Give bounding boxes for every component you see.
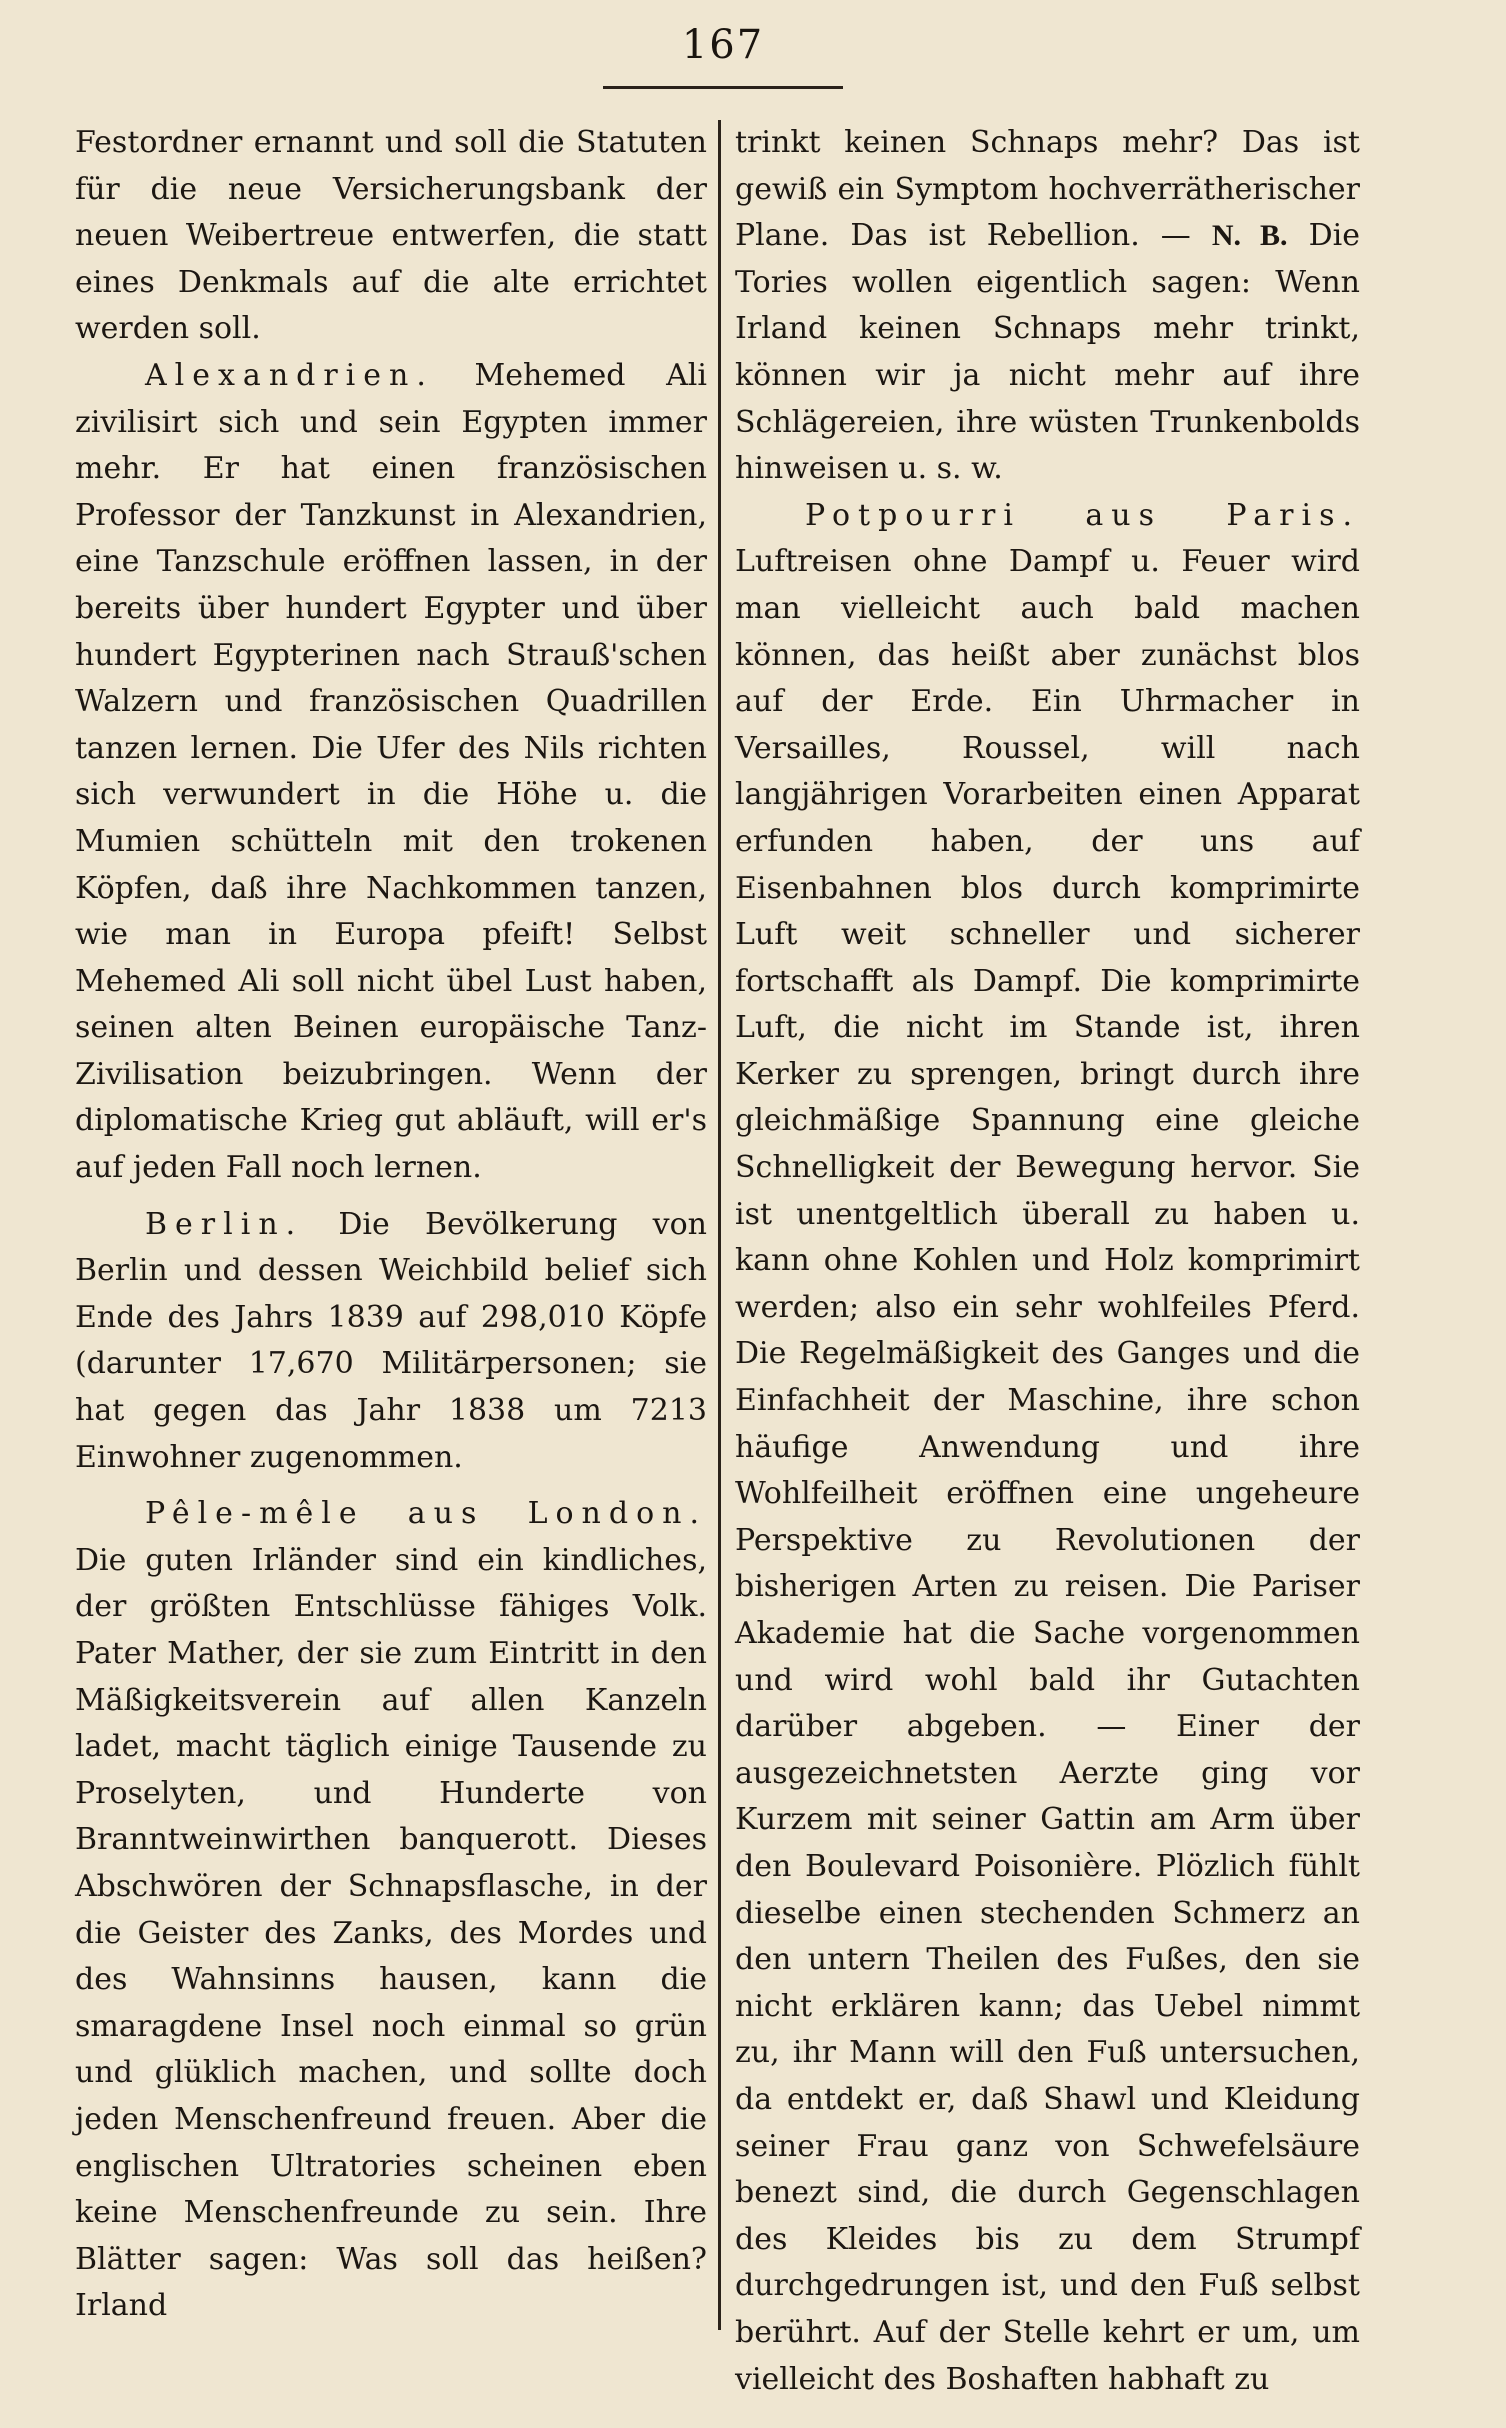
right-column [735,120,1360,2403]
nota-bene: N. B. [1211,219,1288,253]
article-london-text: Die guten Irländer sind ein kindliches, der größten Entschlüsse fähiges Volk. Pater Mather, der sie zum Eintritt in den Mäßigkeitsverein auf allen Kanzeln ladet, macht täglich einige Tausende zu Proselyten, und Hunderte von Branntweinwirthen banquerott. Dieses Abschwören der Schnapsflasche, in der die Geister des Zanks, des Mordes und des Wahnsinns hausen, kann die smaragdene Insel noch einmal so grün und glüklich machen, und sollte doch jeden Menschenfreund freuen. Aber die englischen Ultratories scheinen eben keine Menschenfreunde zu sein. Ihre Blätter sagen: Was soll das heißen? Irland [75,1542,707,2324]
page-number: 167 [681,22,765,68]
article-london-continuation-text: trinkt keinen Schnaps mehr? Das ist gewiß ein Symptom hochverrätherischer Plane. Das ist Rebellion. — [735,125,1360,254]
article-berlin-text: Die Bevölkerung von Berlin und dessen Weichbild belief sich Ende des Jahrs 1839 auf 298,010 Köpfe (darunter 17,670 Militärpersonen; sie hat gegen das Jahr 1838 um 7213 Einwohner zugenommen. [75,1206,707,1475]
article-paris-text: Luftreisen ohne Dampf u. Feuer wird man vielleicht auch bald machen können, das heißt aber zunächst blos auf der Erde. Ein Uhrmacher in Versailles, Roussel, will nach langjährigen Vorarbeiten einen Apparat erfunden haben, der uns auf Eisenbahnen blos durch komprimirte Luft weit schneller und sicherer fortschafft als Dampf. Die komprimirte Luft, die nicht im Stande ist, ihren Kerker zu sprengen, bringt durch ihre gleichmäßige Spannung eine gleiche Schnelligkeit der Bewegung hervor. Sie ist unentgeltlich überall zu haben u. kann ohne Kohlen und Holz komprimirt werden; also ein sehr wohlfeiles Pferd. Die Regelmäßigkeit des Ganges und die Einfachheit der Maschine, ihre schon häufige Anwendung und ihre Wohlfeilheit eröffnen eine ungeheure Perspektive zu Revolutionen der bisherigen Arten zu reisen. Die Pariser Akademie hat die Sache vorgenommen und wird wohl bald ihr Gutachten darüber abgeben. — Einer der ausgezeichnetsten Aerzte ging vor Kurzem mit seiner Gattin am Arm über den Boulevard Poisonière. Plözlich fühlt dieselbe einen stechenden Schmerz an den untern Theilen des Fußes, den sie nicht erklären kann; das Uebel nimmt zu, ihr Mann will den Fuß untersuchen, da entdekt er, daß Shawl und Kleidung seiner Frau ganz von Schwefelsäure benezt sind, die durch Gegenschlagen des Kleides bis zu dem Strumpf durchgedrungen ist, und den Fuß selbst berührt. Auf der Stelle kehrt er um, um vielleicht des Boshaften habhaft zu [735,544,1360,2397]
dateline-alexandrien: Alexandrien. [145,357,434,393]
header-rule [603,86,843,89]
article-alexandrien-text: Mehemed Ali zivilisirt sich und sein Egypten immer mehr. Er hat einen französischen Professor der Tanzkunst in Alexandrien, eine Tanzschule eröffnen lassen, in der bereits über hundert Egypter und über hundert Egypterinen nach Strauß'schen Walzern und französischen Quadrillen tanzen lernen. Die Ufer des Nils richten sich verwundert in die Höhe u. die Mumien schütteln mit den trokenen Köpfen, daß ihre Nachkommen tanzen, wie man in Europa pfeift! Selbst Mehemed Ali soll nicht übel Lust haben, seinen alten Beinen europäische Tanz-Zivilisation beizubringen. Wenn der diplomatische Krieg gut abläuft, will er's auf jeden Fall noch lernen. [75,357,707,1186]
article-paris [735,493,1360,2403]
dateline-paris: Potpourri aus Paris. [805,497,1360,533]
article-london [75,1491,707,2330]
dateline-london: Pêle-mêle aus London. [145,1496,707,1532]
article-alexandrien [75,353,707,1192]
article-berlin [75,1202,707,1482]
article-london-continuation-text-after: Die Tories wollen eigentlich sagen: Wenn Irland keinen Schnaps mehr trinkt, können wir ja nicht mehr auf ihre Schlägereien, ihre wüsten Trunkenbolds hinweisen u. s. w. [735,218,1360,487]
left-paragraph-continuation: Festordner ernannt und soll die Statuten für die neue Versicherungsbank der neuen Weibertreue entwerfen, die statt eines Denkmals auf die alte errichtet werden soll. [75,125,707,347]
dateline-berlin: Berlin. [145,1206,304,1242]
article-london-continuation [735,120,1360,493]
left-column [75,120,707,2330]
column-divider [718,120,721,2330]
